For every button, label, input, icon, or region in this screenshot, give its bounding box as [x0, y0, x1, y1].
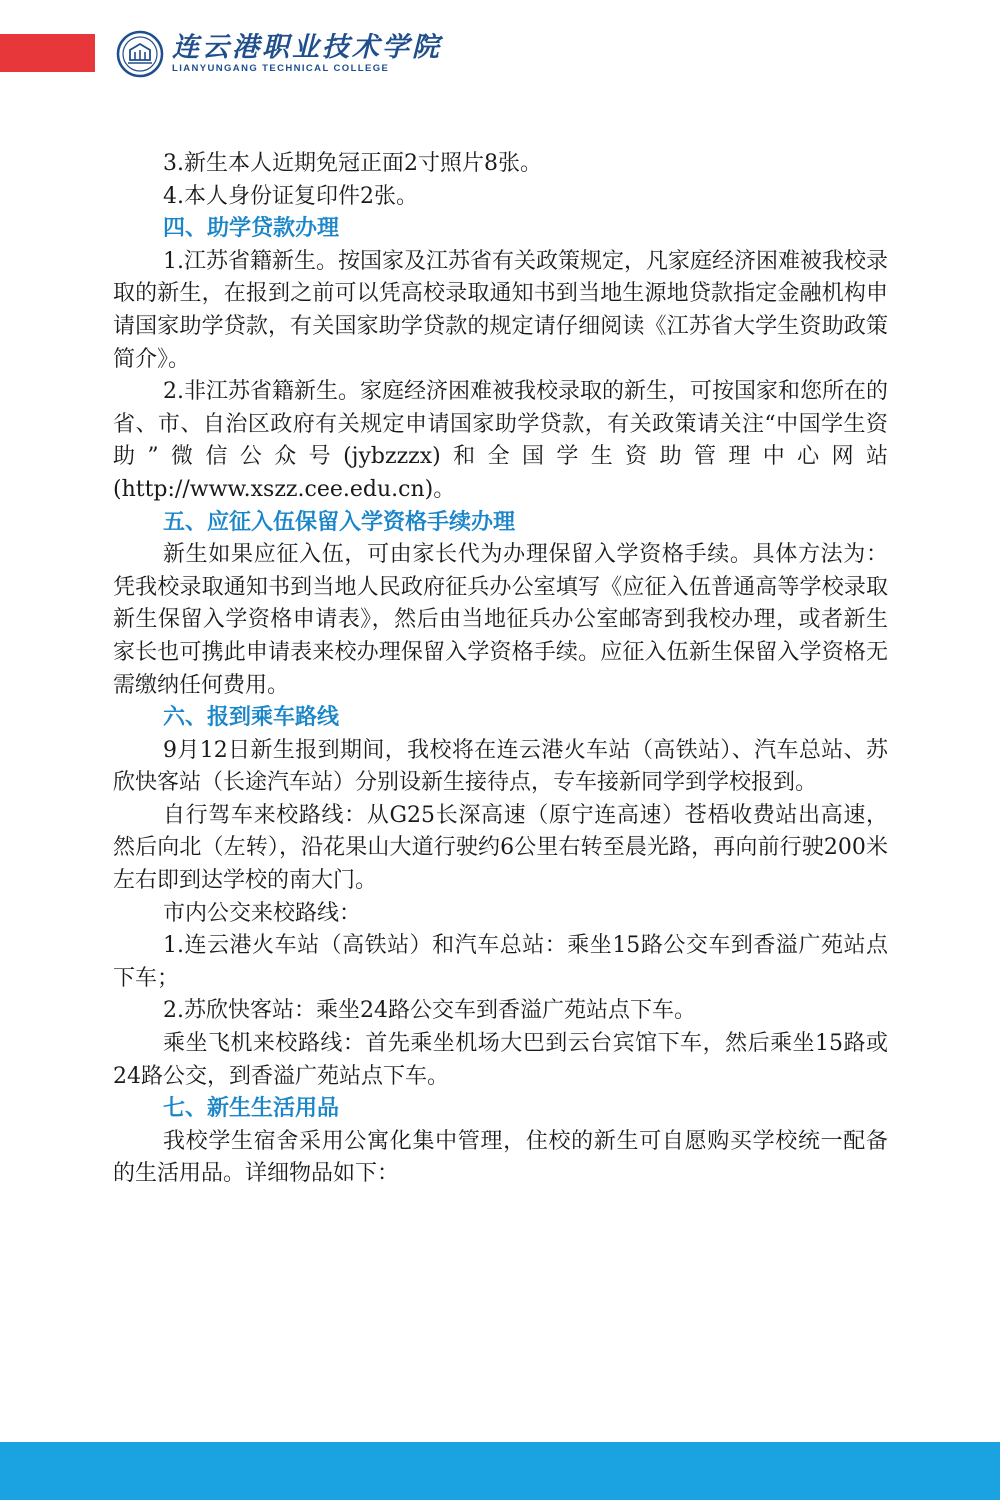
paragraph: 2.非江苏省籍新生。家庭经济困难被我校录取的新生，可按国家和您所在的省、市、自治区政府有关规定申请国家助学贷款，有关政策请关注“中国学生资助”微信公众号(jybzzzx)和全国学生资助管理中心网站(http://www.xszz.cee.edu.cn)。 [113, 379, 888, 502]
document-body [113, 148, 888, 1191]
paragraph: 3.新生本人近期免冠正面2寸照片8张。 [163, 151, 542, 176]
section-heading: 七、新生生活用品 [163, 1096, 340, 1122]
paragraph: 自行驾车来校路线：从G25长深高速（原宁连高速）苍梧收费站出高速，然后向北（左转），沿花果山大道行驶约6公里右转至晨光路，再向前行驶200米左右即到达学校的南大门。 [113, 802, 888, 894]
footer-bar [0, 1442, 1000, 1500]
paragraph: 2.苏欣快客站：乘坐24路公交车到香溢广苑站点下车。 [163, 998, 696, 1024]
section-heading: 六、报到乘车路线 [163, 705, 340, 731]
school-name-en: LIANYUNGANG TECHNICAL COLLEGE [172, 63, 390, 74]
paragraph: 我校学生宿舍采用公寓化集中管理，住校的新生可自愿购买学校统一配备的生活用品。详细物品如下： [113, 1128, 888, 1187]
section-heading: 四、助学贷款办理 [163, 216, 340, 242]
school-name-cn: 连云港职业技术学院 [172, 32, 442, 63]
paragraph: 9月12日新生报到期间，我校将在连云港火车站（高铁站）、汽车总站、苏欣快客站（长途汽车站）分别设新生接待点，专车接新同学到学校报到。 [113, 737, 888, 796]
college-seal-icon [116, 30, 164, 78]
paragraph: 市内公交来校路线： [163, 900, 362, 926]
paragraph: 1.江苏省籍新生。按国家及江苏省有关政策规定，凡家庭经济困难被我校录取的新生，在报到之前可以凭高校录取通知书到当地生源地贷款指定金融机构申请国家助学贷款，有关国家助学贷款的规定请仔细阅读《江苏省大学生资助政策简介》。 [113, 248, 888, 372]
paragraph: 乘坐飞机来校路线：首先乘坐机场大巴到云台宾馆下车，然后乘坐15路或24路公交，到香溢广苑站点下车。 [113, 1031, 888, 1089]
school-logo [116, 28, 442, 80]
header-red-tab [0, 34, 95, 72]
section-heading: 五、应征入伍保留入学资格手续办理 [163, 509, 516, 535]
paragraph: 新生如果应征入伍，可由家长代为办理保留入学资格手续。具体方法为：凭我校录取通知书到当地人民政府征兵办公室填写《应征入伍普通高等学校录取新生保留入学资格申请表》，然后由当地征兵办公室邮寄到我校办理，或者新生家长也可携此申请表来校办理保留入学资格手续。应征入伍新生保留入学资格无需缴纳任何费用。 [113, 542, 888, 698]
paragraph: 4.本人身份证复印件2张。 [163, 183, 418, 209]
paragraph: 1.连云港火车站（高铁站）和汽车总站：乘坐15路公交车到香溢广苑站点下车； [113, 933, 888, 991]
